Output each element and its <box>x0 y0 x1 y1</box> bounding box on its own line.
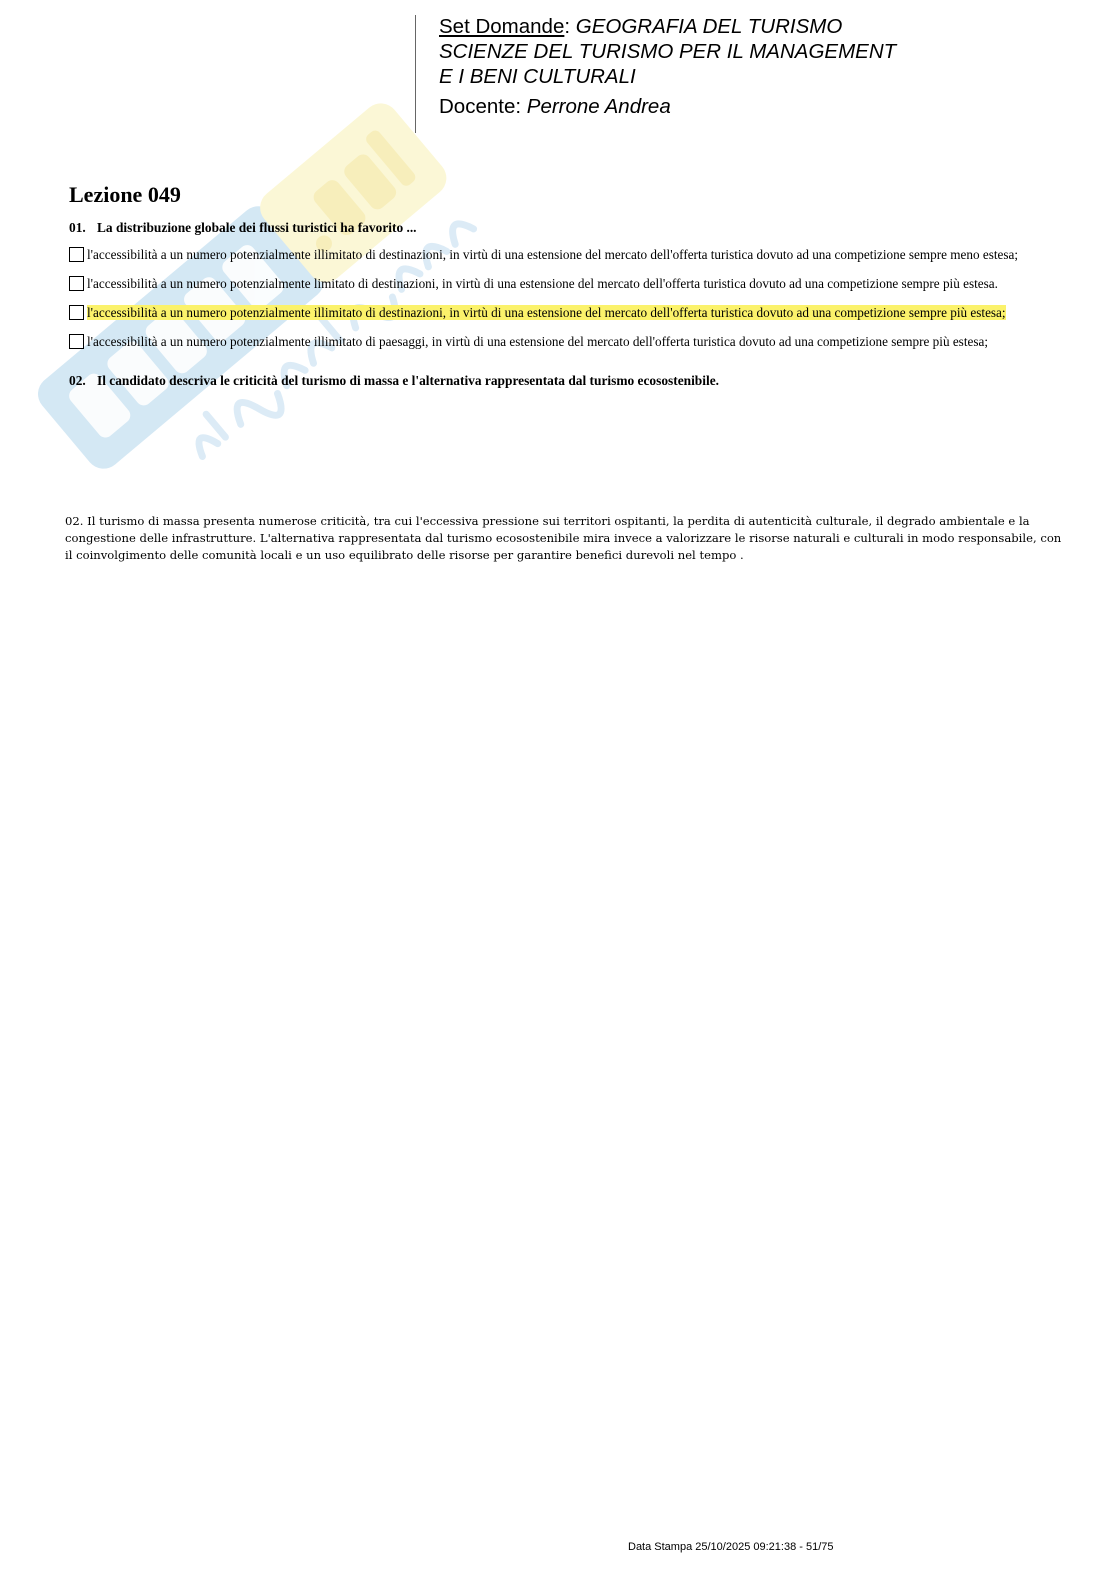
option-text: l'accessibilità a un numero potenzialmente limitato di destinazioni, in virtù di una estensione del mercato dell'offerta turistica dovuto ad una competizione sempre più estesa. <box>87 276 998 291</box>
docente-row <box>439 94 1079 119</box>
option-checkbox[interactable] <box>69 334 84 349</box>
option-text: l'accessibilità a un numero potenzialmente illimitato di paesaggi, in virtù di una estensione del mercato dell'offerta turistica dovuto ad una competizione sempre più estesa; <box>87 334 988 349</box>
docente-label: Docente: <box>439 95 522 118</box>
answer-text: 02. Il turismo di massa presenta numerose criticità, tra cui l'eccessiva pressione sui territori ospitanti, la perdita di autenticità culturale, il degrado ambientale e la congestione delle infrastrutture. L'alternativa rappresentata dal turismo ecosostenibile mira invece a valorizzare le risorse naturali e culturali in modo responsabile, con il coinvolgimento delle comunità locali e un uso equilibrato delle risorse per garantire benefici durevoli nel tempo . <box>65 514 1062 562</box>
print-footer: Data Stampa 25/10/2025 09:21:38 - 51/75 <box>628 1541 834 1553</box>
lesson-title: Lezione 049 <box>69 182 181 207</box>
question-number: 02. <box>69 373 86 388</box>
question-01 <box>69 219 1059 236</box>
document-header <box>439 14 1079 119</box>
set-domande-row <box>439 14 1079 39</box>
answer-option-2 <box>69 275 1059 292</box>
degree-line-2: E I BENI CULTURALI <box>439 65 636 88</box>
set-domande-label: Set Domande <box>439 15 565 38</box>
lesson-content <box>69 182 1059 399</box>
question-number: 01. <box>69 220 86 235</box>
question-text: La distribuzione globale dei flussi turistici ha favorito ... <box>97 220 417 235</box>
degree-line-1: SCIENZE DEL TURISMO PER IL MANAGEMENT <box>439 40 897 63</box>
option-text: l'accessibilità a un numero potenzialmente illimitato di destinazioni, in virtù di una estensione del mercato dell'offerta turistica dovuto ad una competizione sempre più estesa; <box>87 305 1006 320</box>
question-02 <box>69 372 1059 389</box>
header-divider <box>415 15 416 133</box>
option-checkbox[interactable] <box>69 247 84 262</box>
answer-option-3-highlighted <box>69 304 1059 321</box>
option-checkbox[interactable] <box>69 305 84 320</box>
docente-name: Perrone Andrea <box>526 95 671 118</box>
question-text: Il candidato descriva le criticità del turismo di massa e l'alternativa rappresentata dal turismo ecosostenibile. <box>97 373 719 388</box>
option-text: l'accessibilità a un numero potenzialmente illimitato di destinazioni, in virtù di una estensione del mercato dell'offerta turistica dovuto ad una competizione sempre meno estesa; <box>87 247 1019 262</box>
set-domande-colon: : <box>564 15 571 38</box>
option-checkbox[interactable] <box>69 276 84 291</box>
course-title: GEOGRAFIA DEL TURISMO <box>575 15 843 38</box>
answer-option-4 <box>69 333 1059 350</box>
answer-option-1 <box>69 246 1059 263</box>
